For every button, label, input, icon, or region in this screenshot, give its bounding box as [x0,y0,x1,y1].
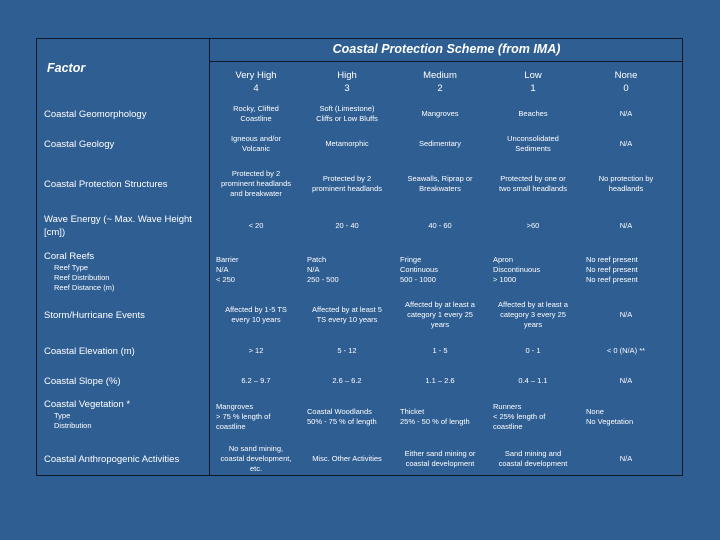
cell-line: Mangroves [216,402,254,411]
table-cell [304,130,390,158]
factor-name [44,130,209,158]
factor-name [44,398,209,436]
cell-line: 500 - 1000 [400,275,436,284]
level-header-none [581,69,671,95]
cell-line: Barrier [216,255,239,264]
cell-line: Patch [307,255,327,264]
level-label: Very High [235,70,277,81]
cell-line: 6.2 – 9.7 [241,376,271,385]
factor-name [44,442,209,476]
table-cell [586,166,666,202]
level-label: Medium [423,70,457,81]
cell-line: category 1 every 25 [407,310,473,319]
cell-line: Affected by at least a [498,300,568,309]
table-cell [400,250,486,290]
cell-line: < 20 [248,221,264,230]
factor-sub-label: Distribution [54,421,92,430]
table-cell [307,250,393,290]
table-cell [304,298,390,332]
cell-line: Beaches [518,109,548,118]
level-header-medium [395,69,485,95]
table-cell [216,398,302,436]
level-score: 3 [344,83,350,94]
level-header-high [302,69,392,95]
factor-header: Factor [47,61,86,75]
level-header-low [488,69,578,95]
factor-sub-label: Reef Distance (m) [54,283,115,292]
cell-line: Continuous [400,265,438,274]
table-cell [490,166,576,202]
table-divider-horizontal [209,61,683,62]
cell-line: > 12 [248,346,264,355]
table-cell [490,338,576,364]
cell-line: Metamorphic [325,139,369,148]
cell-line: coastal development [498,459,568,468]
factor-name [44,100,209,128]
cell-line: 250 - 500 [307,275,339,284]
table-cell [213,442,299,476]
factor-label: Wave Energy (~ Max. Wave Height [cm]) [44,214,192,238]
table-cell [586,442,666,476]
cell-line: prominent headlands [311,184,383,193]
table-cell [304,166,390,202]
factor-name [44,368,209,394]
cell-line: Sediments [515,144,551,153]
cell-line: Protected by 2 [231,169,281,178]
cell-line: category 3 every 25 [500,310,566,319]
cell-line: two small headlands [499,184,567,193]
cell-line: 2.6 – 6.2 [332,376,362,385]
factor-label: Coastal Elevation (m) [44,345,135,357]
table-cell [586,338,666,364]
factor-label: Storm/Hurricane Events [44,309,145,321]
cell-line: No sand mining, [228,444,284,453]
table-cell [586,208,666,244]
cell-line: N/A [307,265,320,274]
table-cell [397,368,483,394]
cell-line: Cliffs or Low Bluffs [316,114,378,123]
table-cell [397,442,483,476]
cell-line: Protected by 2 [322,174,372,183]
table-cell [400,398,486,436]
cell-line: 5 - 12 [337,346,357,355]
cell-line: Coastal Woodlands [307,407,372,416]
table-cell [216,250,302,290]
factor-name [44,250,209,290]
cell-line: N/A [619,139,633,148]
level-label: Low [524,70,542,81]
page-title: Coastal Protection Scheme (from IMA) [332,42,561,56]
table-cell [304,368,390,394]
level-score: 4 [253,83,259,94]
cell-line: Misc. Other Activities [312,454,382,463]
cell-line: < 25% length of [493,412,546,421]
cell-line: prominent headlands [220,179,292,188]
cell-line: N/A [619,221,633,230]
table-cell [490,100,576,128]
table-cell [490,208,576,244]
cell-line: N/A [216,265,229,274]
table-cell [397,130,483,158]
factor-sub-label: Reef Distribution [54,273,110,282]
cell-line: Soft (Limestone) [319,104,375,113]
table-cell [304,208,390,244]
table-cell [397,338,483,364]
cell-line: > 75 % length of [216,412,271,421]
table-cell [490,130,576,158]
table-cell [586,100,666,128]
cell-line: None [586,407,604,416]
level-label: High [337,70,357,81]
cell-line: No reef present [586,255,638,264]
factor-label: Coastal Geology [44,138,115,150]
level-score: 1 [530,83,536,94]
cell-line: N/A [619,454,633,463]
cell-line: Affected by at least a [405,300,475,309]
cell-line: Unconsolidated [507,134,559,143]
cell-line: Fringe [400,255,422,264]
table-cell [213,130,299,158]
cell-line: Apron [493,255,514,264]
cell-line: Runners [493,402,522,411]
table-cell [490,298,576,332]
cell-line: Breakwaters [419,184,461,193]
factor-name [44,208,209,244]
factor-label: Coastal Slope (%) [44,375,121,387]
cell-line: Sand mining and [504,449,562,458]
table-cell [213,368,299,394]
cell-line: >60 [526,221,540,230]
cell-line: 50% - 75 % of length [307,417,377,426]
cell-line: and breakwater [230,189,282,198]
cell-line: 0 - 1 [525,346,541,355]
cell-line: No reef present [586,275,638,284]
table-divider-vertical [209,38,210,476]
table-cell [586,368,666,394]
factor-label: Coastal Geomorphology [44,108,147,120]
cell-line: Rocky, Clifted [233,104,279,113]
cell-line: Igneous and/or [230,134,282,143]
cell-line: N/A [619,109,633,118]
cell-line: Affected by 1-5 TS [225,305,287,314]
factor-name [44,338,209,364]
table-cell [397,208,483,244]
cell-line: Volcanic [242,144,270,153]
level-label: None [614,70,638,81]
cell-line: years [523,320,543,329]
factor-label: Coastal Vegetation * [44,399,131,410]
table-cell [213,166,299,202]
table-cell [490,442,576,476]
table-cell [397,298,483,332]
cell-line: 1 - 5 [432,346,448,355]
factor-label: Coral Reefs [44,251,95,262]
cell-line: 20 - 40 [335,221,359,230]
table-cell [586,130,666,158]
cell-line: Discontinuous [493,265,541,274]
cell-line: TS every 10 years [316,315,378,324]
factor-label: Coastal Anthropogenic Activities [44,453,180,465]
table-cell [493,398,579,436]
table-cell [304,338,390,364]
table-cell [586,298,666,332]
cell-line: 25% - 50 % of length [400,417,470,426]
table-cell [493,250,579,290]
table-cell [213,100,299,128]
cell-line: Thicket [400,407,425,416]
cell-line: years [430,320,450,329]
cell-line: Seawalls, Riprap or [407,174,473,183]
cell-line: 1.1 – 2.6 [425,376,455,385]
cell-line: No protection by [598,174,654,183]
cell-line: Protected by one or [500,174,566,183]
table-cell [586,250,666,290]
level-header-very-high [211,69,301,95]
level-score: 0 [623,83,629,94]
cell-line: N/A [619,376,633,385]
table-cell [213,298,299,332]
cell-line: Affected by at least 5 [312,305,382,314]
table-cell [397,100,483,128]
cell-line: coastline [216,422,246,431]
cell-line: > 1000 [493,275,517,284]
cell-line: coastal development [405,459,475,468]
factor-label: Coastal Protection Structures [44,178,168,190]
cell-line: 0.4 – 1.1 [518,376,548,385]
cell-line: coastal development, [220,454,292,463]
factor-sub-label: Type [54,411,71,420]
cell-line: N/A [619,310,633,319]
factor-name [44,298,209,332]
cell-line: every 10 years [231,315,281,324]
cell-line: Coastline [240,114,272,123]
cell-line: headlands [608,184,644,193]
level-score: 2 [437,83,443,94]
table-cell [213,208,299,244]
cell-line: Either sand mining or [404,449,476,458]
cell-line: etc. [249,464,263,473]
table-cell [397,166,483,202]
factor-sub-label: Reef Type [54,263,89,272]
cell-line: Sedimentary [418,139,462,148]
cell-line: coastline [493,422,523,431]
cell-line: < 250 [216,275,235,284]
table-cell [307,398,393,436]
table-cell [213,338,299,364]
cell-line: Mangroves [421,109,459,118]
cell-line: No Vegetation [586,417,634,426]
table-cell [304,442,390,476]
cell-line: No reef present [586,265,638,274]
factor-name [44,166,209,202]
table-cell [490,368,576,394]
table-cell [586,398,666,436]
cell-line: < 0 (N/A) ** [606,346,646,355]
cell-line: 40 - 60 [428,221,452,230]
table-cell [304,100,390,128]
